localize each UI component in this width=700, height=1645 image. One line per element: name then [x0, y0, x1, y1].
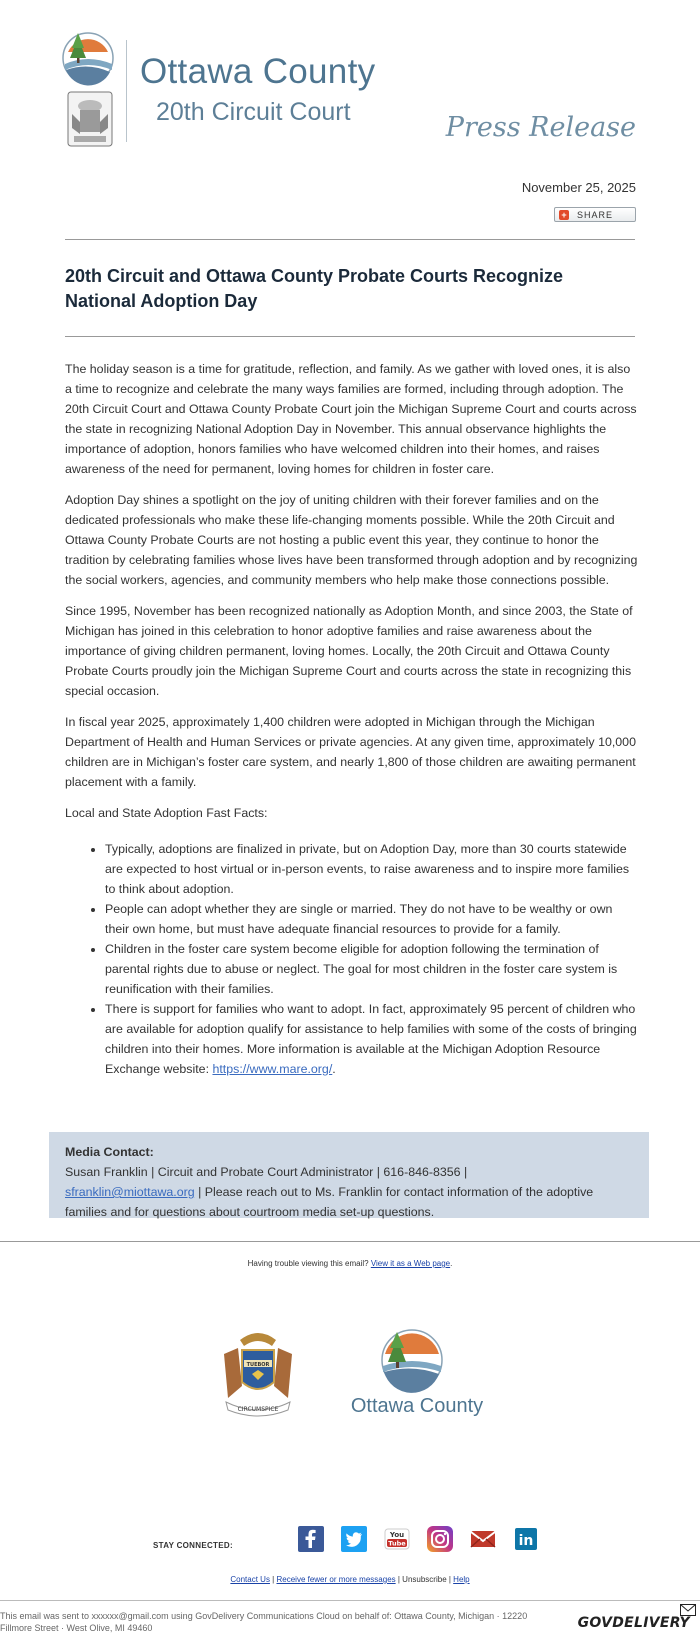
- sender-info: This email was sent to xxxxxx@gmail.com using GovDelivery Communications Cloud on behalf of: Ottawa County, Michigan · 12220 Fillmore Street · West Olive, MI 49460: [0, 1611, 528, 1633]
- bottom-divider: [0, 1600, 700, 1601]
- facts-heading: Local and State Adoption Fast Facts:: [65, 806, 268, 820]
- facebook-link[interactable]: [298, 1526, 324, 1552]
- bullet4-text: There is support for families who want to adopt. In fact, approximately 95 percent of children who are available for adoption qualify for assistance to help families with some of the costs of bringing children into their homes. More information is available at the Michigan Adoption Resource Exchange website:: [105, 1002, 637, 1076]
- email-link[interactable]: sfranklin@miottawa.org: [65, 1185, 195, 1199]
- link-separator: |: [395, 1575, 403, 1584]
- envelope-icon: [470, 1526, 496, 1552]
- michigan-seal-icon: [224, 1333, 292, 1416]
- seal-motto: TUEBOR: [246, 1362, 270, 1368]
- instagram-icon: [427, 1526, 453, 1552]
- link-separator: |: [446, 1575, 454, 1584]
- media-contact-details: [65, 1182, 633, 1222]
- logo-divider: [126, 40, 127, 142]
- share-button[interactable]: [554, 207, 636, 222]
- help-link[interactable]: Help: [453, 1575, 470, 1584]
- mare-link[interactable]: https://www.mare.org/: [212, 1062, 333, 1076]
- media-contact-line: Susan Franklin | Circuit and Probate Court Administrator | 616-846-8356 |: [65, 1165, 468, 1179]
- paragraph-2: Adoption Day shines a spotlight on the joy of uniting children with their forever families and on the dedicated professionals who make these life-changing moments possible. While the 20th Circuit and Ottawa County Probate Courts are not hosting a public event this year, they continue to honor the tradition by celebrating families whose lives have been transformed through adoption and by recognizing the social workers, agencies, and community members who help make those connections possible.: [65, 493, 638, 587]
- linkedin-text: in: [518, 1533, 534, 1549]
- media-contact-note: | Please reach out to Ms. Franklin for contact information of the adoptive families and for questions about courtroom media set-up questions.: [65, 1185, 594, 1219]
- trouble-text: Having trouble viewing this email?: [247, 1259, 371, 1268]
- org-name: Ottawa County: [140, 52, 376, 91]
- court-logo: [60, 30, 130, 150]
- youtube-tube-text: Tube: [388, 1539, 406, 1548]
- footer-links: [0, 1575, 700, 1584]
- press-release-label: Press Release: [445, 112, 636, 143]
- stay-connected-label: STAY CONNECTED:: [153, 1541, 233, 1550]
- facts-list: [65, 839, 639, 1079]
- paragraph-4: In fiscal year 2025, approximately 1,400 children were adopted in Michigan through the Michigan Department of Health and Human Services or private agencies. At any given time, approximately 10,000 children are in Michigan’s foster care system, and nearly 1,800 of those children are awaiting permanent placement with a family.: [65, 715, 636, 789]
- list-item: [105, 999, 639, 1079]
- trouble-viewing: [0, 1259, 700, 1268]
- media-contact-box: [49, 1132, 649, 1218]
- bullet4-end: .: [332, 1062, 336, 1076]
- ottawa-county-logo: [345, 1326, 490, 1422]
- manage-subscription-link[interactable]: Receive fewer or more messages: [276, 1575, 396, 1584]
- youtube-icon: [384, 1526, 410, 1552]
- footer-divider: [0, 1241, 700, 1242]
- list-item: • Children in the foster care system become eligible for adoption following the termination of parental rights due to abuse or neglect. The goal for most children in the foster care system is reunification with their families.: [105, 939, 639, 999]
- unsubscribe-link[interactable]: Unsubscribe: [402, 1575, 447, 1584]
- trouble-end: .: [450, 1259, 453, 1268]
- divider-headline: [65, 336, 635, 337]
- seal-banner: CIRCUMSPICE: [237, 1406, 279, 1413]
- youtube-link[interactable]: [384, 1526, 410, 1552]
- youtube-you-text: You: [389, 1531, 405, 1539]
- govdelivery-logo[interactable]: GOVDELIVERY: [577, 1615, 690, 1631]
- paragraph-1: The holiday season is a time for gratitude, reflection, and family. As we gather with loved ones, it is also a time to recognize and celebrate the many ways families are formed, including through adoption. The 20th Circuit Court and Ottawa County Probate Court join the Michigan Supreme Court and courts across the state in recognizing National Adoption Day in November. This annual observance highlights the importance of adoption, honors families who have welcomed children into their homes, and raises awareness of the need for permanent, loving homes for children in foster care.: [65, 362, 637, 476]
- link-separator: |: [269, 1575, 277, 1584]
- plus-icon: +: [559, 210, 569, 220]
- instagram-link[interactable]: [427, 1526, 453, 1552]
- county-landscape-icon: [382, 1330, 442, 1393]
- share-label: SHARE: [577, 209, 614, 220]
- list-item: • People can adopt whether they are single or married. They do not have to be wealthy or own their own home, but must have adequate financial resources to provide for a family.: [105, 899, 639, 939]
- linkedin-icon: [513, 1526, 539, 1552]
- michigan-seal-small-icon: [68, 92, 112, 146]
- michigan-seal: [220, 1326, 296, 1418]
- email-share-link[interactable]: [470, 1526, 496, 1552]
- paragraph-3: Since 1995, November has been recognized nationally as Adoption Month, and since 2003, the State of Michigan has joined in this celebration to honor adoptive families and raise awareness about the importance of giving children permanent, loving homes. Locally, the 20th Circuit and Ottawa County Probate Courts proudly join the Michigan Supreme Court and courts across the state in recognizing this special occasion.: [65, 604, 633, 698]
- list-item: • Typically, adoptions are finalized in private, but on Adoption Day, more than 30 courts statewide are expected to host virtual or in-person events, to raise awareness and to inspire more families to think about adoption.: [105, 839, 639, 899]
- twitter-link[interactable]: [341, 1526, 367, 1552]
- contact-us-link[interactable]: Contact Us: [230, 1575, 270, 1584]
- article-body: [65, 359, 639, 1079]
- divider-top: [65, 239, 635, 240]
- media-contact-heading: Media Contact:: [65, 1145, 154, 1159]
- county-logo-text: Ottawa County: [350, 1395, 484, 1417]
- linkedin-link[interactable]: [513, 1526, 539, 1552]
- landscape-logo-icon: [63, 33, 113, 85]
- org-subtitle: 20th Circuit Court: [156, 98, 351, 126]
- release-date: November 25, 2025: [521, 180, 636, 195]
- headline: 20th Circuit and Ottawa County Probate Courts Recognize National Adoption Day: [65, 266, 564, 311]
- web-page-link[interactable]: View it as a Web page: [370, 1259, 451, 1268]
